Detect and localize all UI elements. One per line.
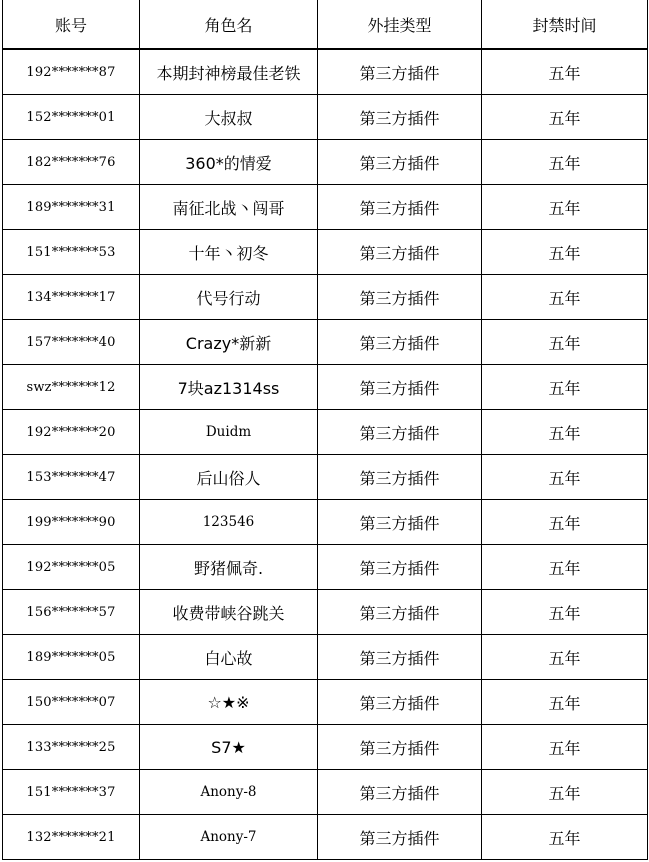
ban-duration-cell: 五年	[482, 815, 648, 860]
ban-duration-cell: 五年	[482, 410, 648, 455]
cheat-type-cell: 第三方插件	[318, 590, 482, 635]
role-name-cell: Anony-7	[140, 815, 318, 860]
table-body	[3, 49, 648, 860]
ban-duration-cell: 五年	[482, 590, 648, 635]
ban-duration-cell: 五年	[482, 185, 648, 230]
ban-duration-cell: 五年	[482, 230, 648, 275]
role-name-cell: 360*的情爱	[140, 140, 318, 185]
header-account: 账号	[3, 0, 140, 49]
cheat-type-cell: 第三方插件	[318, 140, 482, 185]
role-name-cell: 白心故	[140, 635, 318, 680]
account-cell: 192*******20	[3, 410, 140, 455]
table-row	[3, 320, 648, 365]
ban-duration-cell: 五年	[482, 545, 648, 590]
cheat-type-cell: 第三方插件	[318, 275, 482, 320]
account-cell: 134*******17	[3, 275, 140, 320]
role-name-cell: 代号行动	[140, 275, 318, 320]
ban-duration-cell: 五年	[482, 635, 648, 680]
account-cell: 182*******76	[3, 140, 140, 185]
account-cell: 150*******07	[3, 680, 140, 725]
ban-duration-cell: 五年	[482, 680, 648, 725]
role-name-cell: 大叔叔	[140, 95, 318, 140]
ban-duration-cell: 五年	[482, 140, 648, 185]
role-name-cell: 野猪佩奇.	[140, 545, 318, 590]
cheat-type-cell: 第三方插件	[318, 185, 482, 230]
role-name-cell: S7★	[140, 725, 318, 770]
account-cell: 133*******25	[3, 725, 140, 770]
account-cell: 192*******87	[3, 49, 140, 95]
table-row	[3, 230, 648, 275]
cheat-type-cell: 第三方插件	[318, 500, 482, 545]
table-row	[3, 500, 648, 545]
table-row	[3, 455, 648, 500]
account-cell: 151*******53	[3, 230, 140, 275]
table-row	[3, 815, 648, 860]
header-role-name: 角色名	[140, 0, 318, 49]
ban-duration-cell: 五年	[482, 725, 648, 770]
table-row	[3, 365, 648, 410]
cheat-type-cell: 第三方插件	[318, 230, 482, 275]
account-cell: 152*******01	[3, 95, 140, 140]
header-ban-duration: 封禁时间	[482, 0, 648, 49]
account-cell: swz*******12	[3, 365, 140, 410]
table-row	[3, 95, 648, 140]
ban-duration-cell: 五年	[482, 770, 648, 815]
header-cheat-type: 外挂类型	[318, 0, 482, 49]
cheat-type-cell: 第三方插件	[318, 320, 482, 365]
table-row	[3, 680, 648, 725]
role-name-cell: Duidm	[140, 410, 318, 455]
role-name-cell: ☆★※	[140, 680, 318, 725]
account-cell: 157*******40	[3, 320, 140, 365]
account-cell: 199*******90	[3, 500, 140, 545]
role-name-cell: 7块az1314ss	[140, 365, 318, 410]
ban-duration-cell: 五年	[482, 320, 648, 365]
cheat-type-cell: 第三方插件	[318, 95, 482, 140]
ban-duration-cell: 五年	[482, 275, 648, 320]
cheat-type-cell: 第三方插件	[318, 545, 482, 590]
header-row	[3, 0, 648, 49]
role-name-cell: 123546	[140, 500, 318, 545]
role-name-cell: 本期封神榜最佳老铁	[140, 49, 318, 95]
cheat-type-cell: 第三方插件	[318, 635, 482, 680]
account-cell: 151*******37	[3, 770, 140, 815]
ban-duration-cell: 五年	[482, 365, 648, 410]
cheat-type-cell: 第三方插件	[318, 680, 482, 725]
account-cell: 192*******05	[3, 545, 140, 590]
table-row	[3, 635, 648, 680]
table-row	[3, 410, 648, 455]
table-row	[3, 770, 648, 815]
role-name-cell: 后山俗人	[140, 455, 318, 500]
table-row	[3, 49, 648, 95]
table-row	[3, 725, 648, 770]
role-name-cell: Crazy*新新	[140, 320, 318, 365]
table-row	[3, 545, 648, 590]
cheat-type-cell: 第三方插件	[318, 365, 482, 410]
ban-duration-cell: 五年	[482, 500, 648, 545]
account-cell: 189*******31	[3, 185, 140, 230]
role-name-cell: 十年丶初冬	[140, 230, 318, 275]
role-name-cell: 南征北战丶闯哥	[140, 185, 318, 230]
role-name-cell: 收费带峡谷跳关	[140, 590, 318, 635]
cheat-type-cell: 第三方插件	[318, 49, 482, 95]
account-cell: 156*******57	[3, 590, 140, 635]
ban-duration-cell: 五年	[482, 455, 648, 500]
account-cell: 153*******47	[3, 455, 140, 500]
cheat-type-cell: 第三方插件	[318, 725, 482, 770]
cheat-type-cell: 第三方插件	[318, 410, 482, 455]
account-cell: 132*******21	[3, 815, 140, 860]
table-row	[3, 275, 648, 320]
account-cell: 189*******05	[3, 635, 140, 680]
cheat-type-cell: 第三方插件	[318, 455, 482, 500]
cheat-type-cell: 第三方插件	[318, 815, 482, 860]
table-row	[3, 590, 648, 635]
table-row	[3, 140, 648, 185]
cheat-type-cell: 第三方插件	[318, 770, 482, 815]
table-row	[3, 185, 648, 230]
ban-list-table	[2, 0, 648, 860]
ban-duration-cell: 五年	[482, 49, 648, 95]
role-name-cell: Anony-8	[140, 770, 318, 815]
ban-duration-cell: 五年	[482, 95, 648, 140]
